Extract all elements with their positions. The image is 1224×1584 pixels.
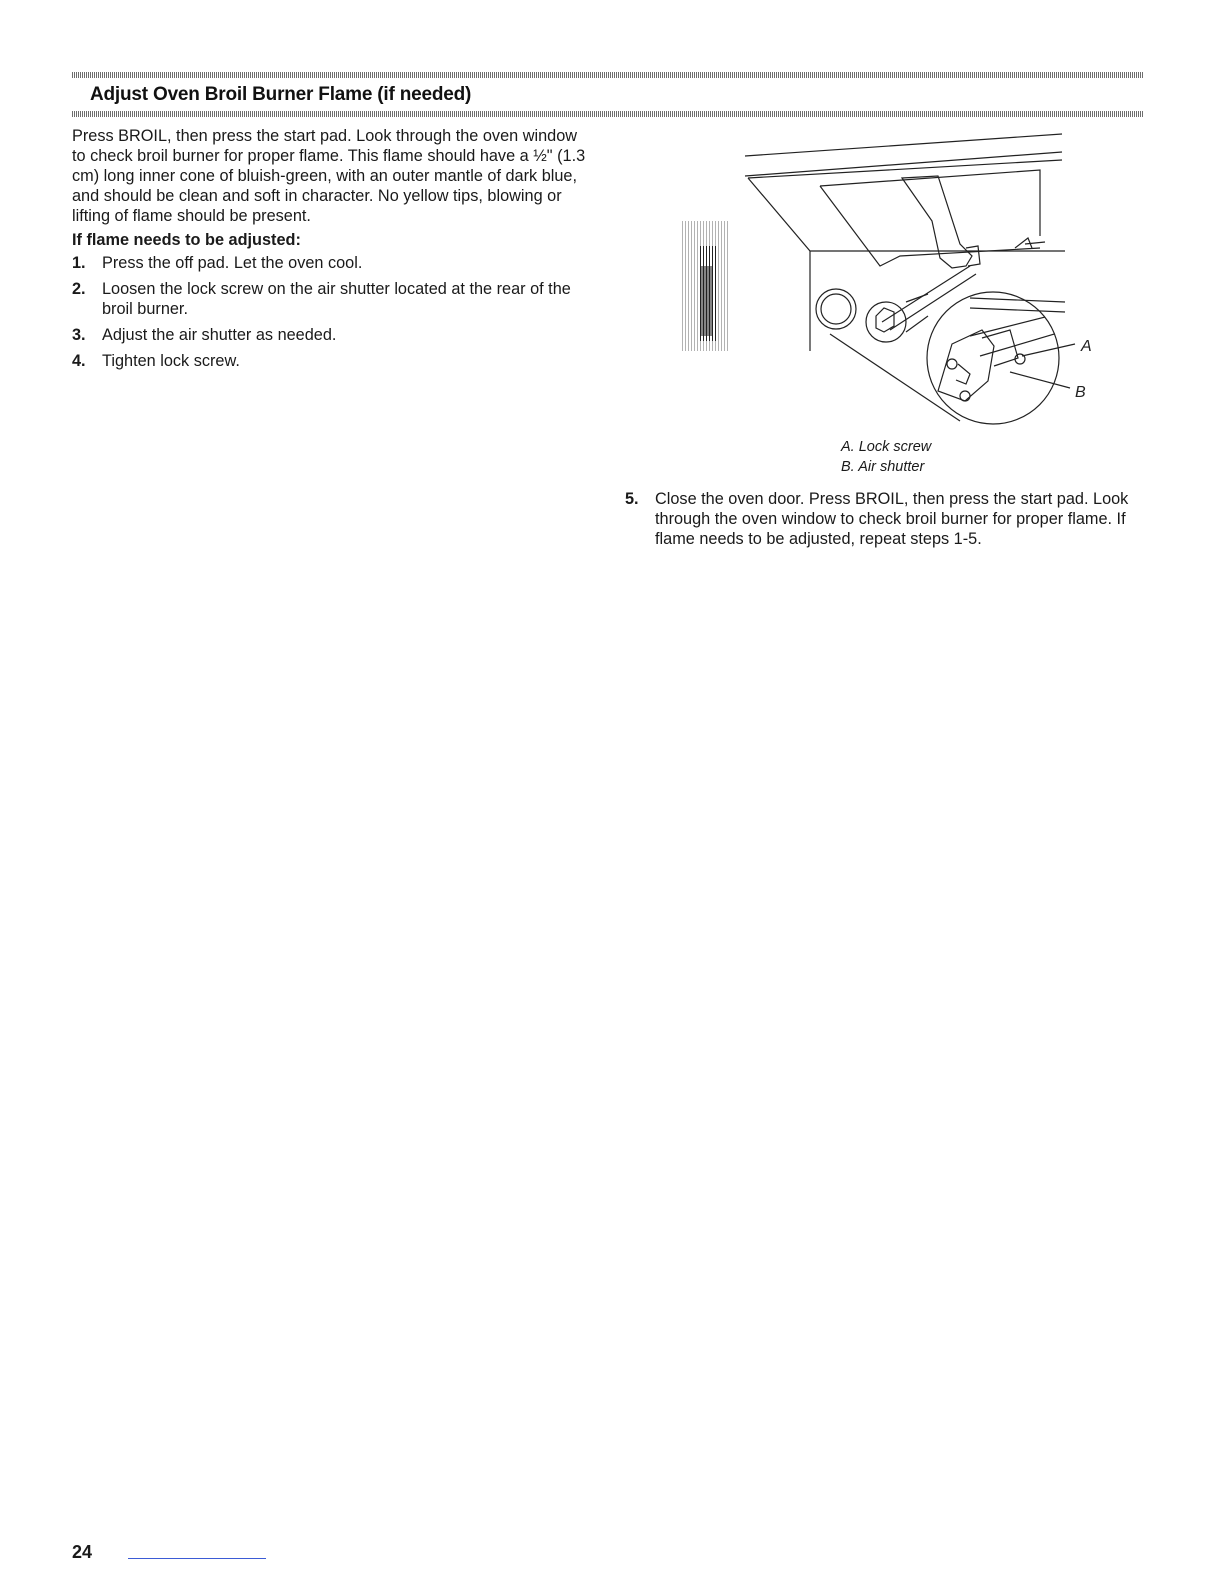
header-rule-bottom bbox=[72, 111, 1144, 117]
header-rule-top bbox=[72, 72, 1144, 78]
adjust-subheading: If flame needs to be adjusted: bbox=[72, 231, 301, 249]
step-item bbox=[72, 351, 592, 371]
caption-lock-screw: A. Lock screw bbox=[841, 439, 932, 455]
steps-list-continued bbox=[625, 489, 1155, 555]
step-text: Press the off pad. Let the oven cool. bbox=[102, 254, 363, 272]
step-item bbox=[625, 489, 1155, 549]
step-number: 1. bbox=[72, 254, 86, 272]
intro-paragraph: Press BROIL, then press the start pad. Look through the oven window to check broil burner for proper flame. This flame should have a ½" (1.3 cm) long inner cone of bluish-green, with an outer mantle of dark blue, and should be clean and soft in character. No yellow tips, blowing or lifting of flame should be present. bbox=[72, 127, 586, 225]
step-number: 4. bbox=[72, 352, 86, 370]
figure-captions bbox=[841, 437, 931, 477]
left-column bbox=[72, 126, 592, 377]
callout-a-label: A bbox=[1081, 338, 1092, 355]
step-number: 3. bbox=[72, 326, 86, 344]
flame-graphic bbox=[680, 221, 730, 351]
step-item bbox=[72, 325, 592, 345]
step-number: 2. bbox=[72, 280, 86, 298]
caption-air-shutter: B. Air shutter bbox=[841, 459, 925, 475]
step-text: Close the oven door. Press BROIL, then press the start pad. Look through the oven window to check broil burner for proper flame. If flame needs to be adjusted, repeat steps 1-5. bbox=[655, 490, 1129, 548]
step-item bbox=[72, 279, 592, 319]
footer-link-underline[interactable] bbox=[128, 1558, 266, 1559]
step-number: 5. bbox=[625, 490, 639, 508]
burner-diagram bbox=[670, 126, 1110, 436]
callout-b-label: B bbox=[1075, 384, 1086, 401]
page-number: 24 bbox=[72, 1542, 93, 1562]
step-item bbox=[72, 253, 592, 273]
step-text: Tighten lock screw. bbox=[102, 352, 240, 370]
section-title: Adjust Oven Broil Burner Flame (if needed) bbox=[90, 84, 472, 105]
steps-list bbox=[72, 253, 592, 371]
broil-burner-illustration bbox=[670, 126, 1110, 436]
step-text: Loosen the lock screw on the air shutter located at the rear of the broil burner. bbox=[102, 280, 571, 318]
step-text: Adjust the air shutter as needed. bbox=[102, 326, 337, 344]
